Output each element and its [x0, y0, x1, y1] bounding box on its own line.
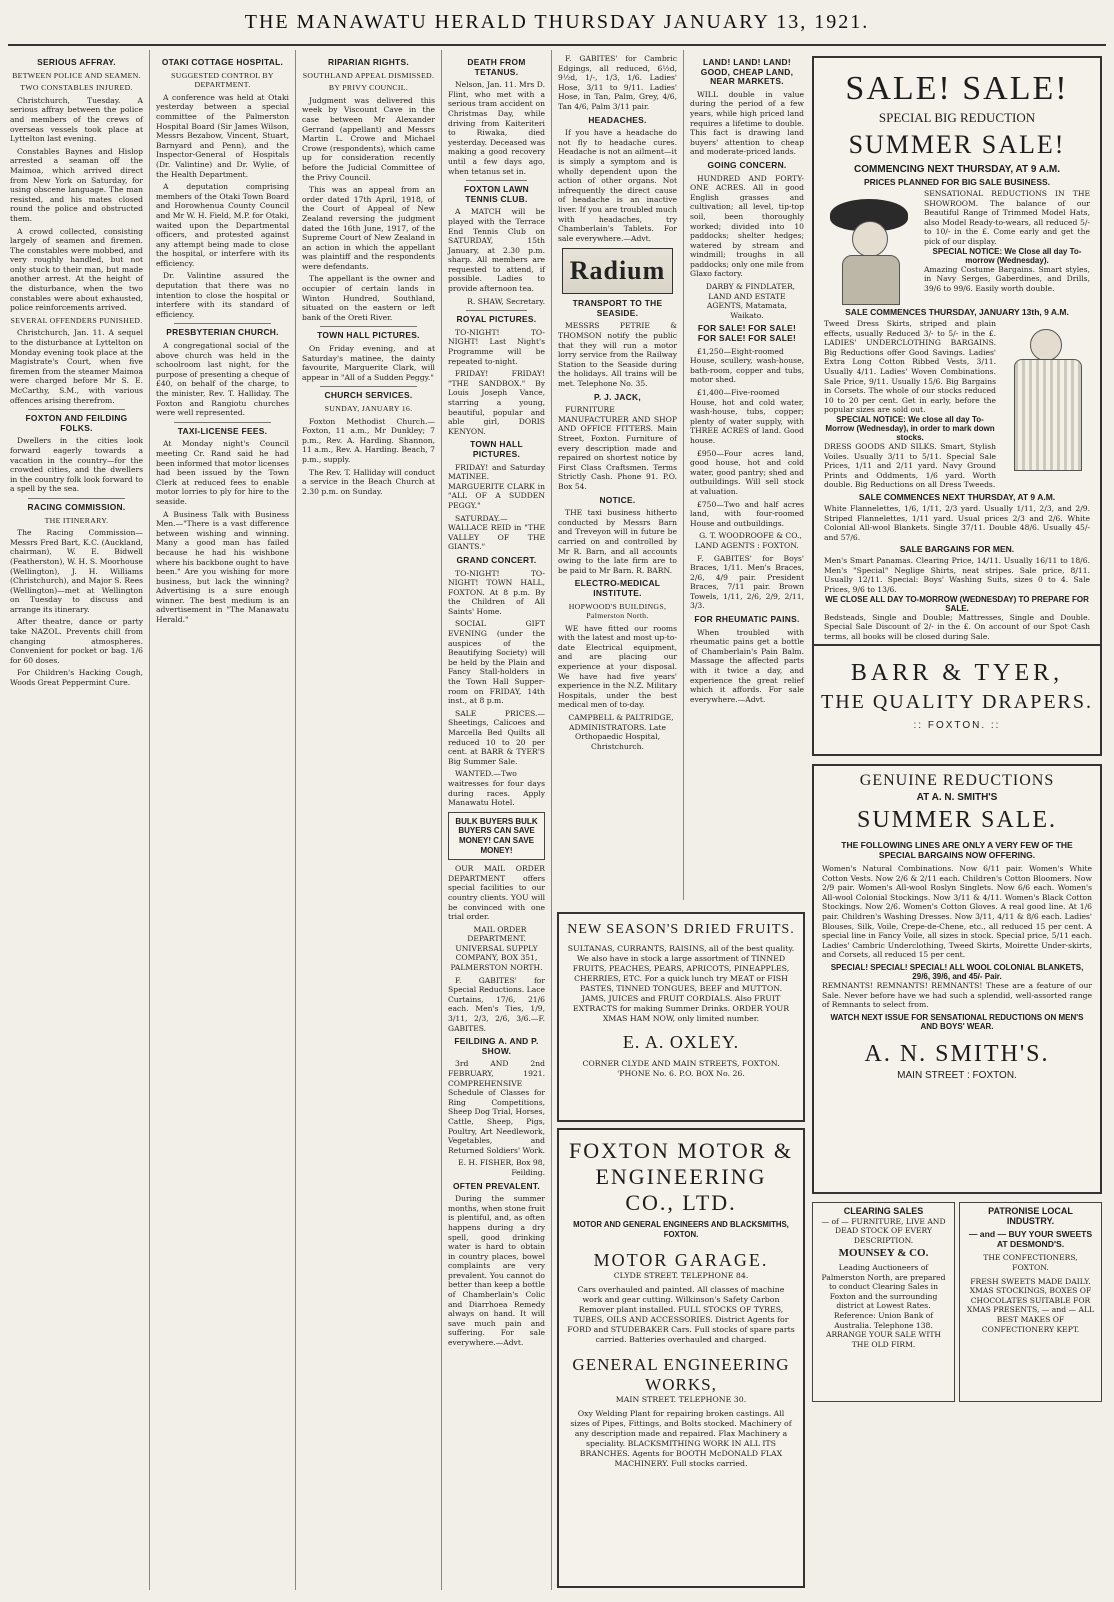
signature: G. T. WOODROOFE & CO., LAND AGENTS : FOXTON.	[695, 531, 802, 550]
divider	[174, 422, 271, 423]
headline-headaches: HEADACHES.	[588, 114, 647, 125]
paragraph: £1,250—Eight-roomed House, scullery, wash-house, bath-room, copper and tubs, motor shed.	[690, 346, 804, 385]
signature: MAIL ORDER DEPARTMENT. UNIVERSAL SUPPLY COMPANY, BOX 351, PALMERSTON NORTH.	[450, 924, 543, 973]
divider	[320, 326, 417, 327]
dried-fruits-ad	[557, 912, 805, 1122]
column-1	[4, 50, 150, 1590]
ad-address: MAIN STREET. TELEPHONE 30.	[615, 1395, 747, 1404]
radium-logo-text: Radium	[569, 256, 666, 286]
paragraph: SALE PRICES.—Sheetings, Calicoes and Marcella Bed Quilts all reduced 10 to 20 per cent. at BARR & TYER'S Big Summer Sale.	[448, 708, 545, 766]
paragraph: During the summer months, when stone fruit is plentiful, and, as often happens during a dry spell, good drinking water is hard to obtain in country places, bowel complaints are very prevalent. You cannot do better than keep a bottle of Chamberlain's Colic and Diarrhoea Remedy always on hand. It will save much pain and suffering. For sale everywhere.—Advt.	[448, 1194, 545, 1348]
ad-text: SULTANAS, CURRANTS, RAISINS, all of the best quality. We also have in stock a large assortment of TINNED FRUITS, PEACHES, PEARS, APRICOTS, PINEAPPLES, CHERRIES, ETC. For a quick lunch try MEAT or FISH PASTES, TINNED TONGUES, BEEF and MUTTON. JAMS, JUICES and FRUIT CORDIALS. Also FRUIT EXTRACTS for making Summer Drinks. ORDER YOUR XMAS HAM NOW, only limited number.	[567, 944, 795, 1023]
headline-taxi-license: TAXI-LICENSE FEES.	[177, 425, 268, 436]
ad-text: REMNANTS! REMNANTS! REMNANTS! These are a feature of our Sale. Never before have we had such a splendid, well-assorted range of Remnants to select from.	[822, 980, 1092, 1010]
headline-electro-medical: ELECTRO-MEDICAL INSTITUTE.	[574, 578, 661, 598]
sale-title: SALE! SALE!	[845, 70, 1069, 107]
subhead: BY PRIVY COUNCIL.	[328, 83, 409, 93]
paragraph: If you have a headache do not fly to headache cures. Headache is not an ailment—it is simply a symptom and is wholly dependent upon the action of other organs. Not infrequently the direct cause of headache is an inactive liver. If you are troubled much with headaches, try Chamberlain's Tablets. For sale everywhere.—Advt.	[558, 128, 677, 243]
motor-garage-title: MOTOR GARAGE.	[593, 1250, 769, 1270]
paragraph: FURNITURE MANUFACTURER AND SHOP AND OFFICE FITTERS. Main Street, Foxton. Furniture of every description made and repaired on shortest notice by First Class Craftsmen. Terms Strictly Cash. Phone 91. P.O. Box 54.	[558, 405, 677, 491]
headline-town-hall: TOWN HALL PICTURES.	[470, 439, 523, 459]
masthead-title: THE MANAWATU HERALD THURSDAY JANUARY 13, 1921.	[244, 10, 870, 33]
ad-text: FRESH SWEETS MADE DAILY. XMAS STOCKINGS, BOXES OF CHOCOLATES SUITABLE FOR XMAS PRESENTS, — and — ALL BEST MAKES OF CONFECTIONERY KEPT.	[966, 1276, 1095, 1334]
paragraph: Christchurch, Jan. 11. A sequel to the disturbance at Lyttelton on Monday evening took place at the Magistrate's Court, when five firemen from the steamer Maimoa were charged before Mr S. E. McCarthy, S.M., with various offences arising therefrom.	[10, 328, 143, 405]
ad-text: DRESS GOODS AND SILKS. Smart, Stylish Voiles. Usually 3/11 to 5/11. Special Sale Prices, 1/11 and 2/11 yard. Navy Ground Prints and Oddments, 1/6 yard. Worth double. Big Reductions on all Dress Tweeds.	[824, 441, 996, 490]
paragraph: The Rev. T. Halliday will conduct a service in the Beach Church at 2.30 p.m. on Sunday.	[302, 467, 435, 496]
signature: R. SHAW, Secretary.	[467, 296, 545, 306]
ad-text: Leading Auctioneers of Palmerston North, are prepared to conduct Clearing Sales in Foxton and the surrounding district at Lowest Rates. Reference: Union Bank of Australia. Telephone 138. ARRANGE YOUR SALE WITH THE OLD FIRM.	[821, 1262, 946, 1349]
bulk-buyers-ad	[448, 812, 545, 860]
ad-text: Bedsteads, Single and Double; Mattresses, Single and Double. Special Sale Discount of 2/- in the £. On account of our Spot Cash terms, all books will be closed during Sale.	[824, 612, 1090, 641]
ad-address: CLYDE STREET. TELEPHONE 84.	[613, 1271, 749, 1280]
paragraph: £1,400—Five-roomed House, hot and cold water, wash-house, tubs, copper; plenty of water supply, with THREE ACRES of land. Good house.	[690, 388, 804, 445]
paragraph: Christchurch, Tuesday. A serious affray between the police and members of the crews of overseas vessels took place at Lyttelton last evening.	[10, 95, 143, 144]
paragraph: The appellant is the owner and occupier of certain lands in Winton Hundred, Southland, situated on the eastern or left bank of the Oreti River.	[302, 274, 435, 322]
paragraph: £750—Two and half acres land, with four-roomed House and outbuildings.	[690, 499, 804, 528]
paragraph: A conference was held at Otaki yesterday between a special committee of the Palmerston Hospital Board (Sir James Wilson, Messrs Bezabow, Vincent, Stuart, Barnyard and Penn), and the Inspector-General of Hospitals (Dr. Valintine) and Dr. Wylie, of the Health Department.	[156, 92, 289, 179]
divider	[466, 310, 527, 311]
headline-riparian-rights: RIPARIAN RIGHTS.	[328, 57, 409, 67]
smith-name: A. N. SMITH'S.	[864, 1040, 1050, 1067]
barr-tyer-ad	[812, 646, 1102, 756]
smith-watch: WATCH NEXT ISSUE FOR SENSATIONAL REDUCTIONS ON MEN'S AND BOYS' WEAR.	[830, 1012, 1084, 1031]
barr-tyer-subtitle: THE QUALITY DRAPERS.	[820, 691, 1094, 713]
headline-tennis-club: FOXTON LAWN TENNIS CLUB.	[463, 184, 530, 204]
paragraph: 3rd AND 2nd FEBRUARY, 1921. COMPREHENSIVE Schedule of Classes for Ring Competitions, Sheep Dog Trial, Horses, Cattle, Sheep, Pigs, Poultry, Art Needlework, Vegetables, and Returned Soldiers' Work.	[448, 1059, 545, 1155]
radium-ad-image	[562, 248, 673, 294]
ad-text: White Flannelettes, 1/6, 1/11, 2/3 yard. Usually 1/11, 2/3, and 2/9. Striped Flannelettes, 1/11 yard. Usual prices 2/3 and 2/6. White Colonial All-wool Blankets. Single 37/11. Double 48/6. Usually 45/- and 57/6.	[824, 503, 1090, 542]
headline-royal-pictures: ROYAL PICTURES.	[456, 314, 537, 325]
ad-text: Men's Smart Panamas. Clearing Price, 14/11. Usually 16/11 to 18/6. Men's "Special" Neglige Shirts, neat stripes. Sale price, 8/11. Usually 12/11. Special: Boys' Washing Suits, sizes 0 to 4. Sale Prices, 9/6 to 13/6.	[824, 556, 1090, 595]
ad-name: MOUNSEY & CO.	[838, 1247, 929, 1260]
ad-title: CLEARING SALES	[843, 1206, 924, 1216]
headline-rheumatic: FOR RHEUMATIC PAINS.	[694, 614, 800, 625]
ad-subtitle: MOTOR AND GENERAL ENGINEERS AND BLACKSMITHS, FOXTON.	[573, 1220, 789, 1239]
ad-text: Cars overhauled and painted. All classes of machine work and gear cutting. Wilkinson's Safety Carbon Remover plant installed. FULL STOCKS OF TYRES, TUBES, OILS AND ACCESSORIES. District Agents for FORD and STUDEBAKER Cars. Full stocks of spare parts carried. Batteries overhauled and charged.	[567, 1285, 795, 1344]
paragraph: TO-NIGHT! TO-NIGHT! Last Night's Programme will be repeated to-night.	[448, 327, 545, 366]
special-notice: WE CLOSE ALL DAY TO-MORROW (WEDNESDAY) TO PREPARE FOR SALE.	[825, 594, 1089, 613]
special-notice: SPECIAL NOTICE: We Close all day To-morrow (Wednesday).	[932, 246, 1082, 265]
smith-summer: SUMMER SALE.	[856, 807, 1058, 833]
mounsey-ad	[812, 1202, 955, 1402]
ad-text: — of — FURNITURE, LIVE AND DEAD STOCK OF EVERY DESCRIPTION.	[821, 1216, 946, 1245]
paragraph: WANTED.—Two waitresses for four days during races. Apply Manawatu Hotel.	[448, 769, 545, 808]
foxton-motor-ad	[557, 1128, 805, 1588]
paragraph: F. GABITES' for Special Reductions. Lace Curtains, 17/6, 21/6 each. Men's Ties, 1/9, 3/11, 2/3, 2/6, 3/6.—F. GABITES.	[448, 975, 545, 1033]
ad-title: PATRONISE LOCAL INDUSTRY.	[988, 1206, 1073, 1226]
prices-line: PRICES PLANNED FOR BIG SALE BUSINESS.	[863, 177, 1051, 187]
divider	[28, 498, 125, 499]
column-2	[150, 50, 296, 1590]
paragraph: FRIDAY! and Saturday MATINEE. MARGUERITE CLARK in "ALL OF A SUDDEN PEGGY."	[448, 462, 545, 510]
subhead: SOUTHLAND APPEAL DISMISSED.	[302, 70, 435, 80]
smith-intro: THE FOLLOWING LINES ARE ONLY A VERY FEW OF THE SPECIAL BARGAINS NOW OFFERING.	[841, 840, 1073, 860]
paragraph: £950—Four acres land, good house, hot and cold water, good pantry; shed and outbuildings. Will sell stock at valuation.	[690, 448, 804, 496]
headline-often-prevalent: OFTEN PREVALENT.	[452, 1180, 540, 1191]
paragraph: Dwellers in the cities look forward eagerly towards a vacation in the country—for the crowded cities, and the dwellers in the country folk look forward to a spell by the sea.	[10, 436, 143, 494]
ad-title: NEW SEASON'S DRIED FRUITS.	[567, 922, 795, 937]
paragraph: After theatre, dance or party take NAZOL. Prevents chill from changing atmospheres. Convenient for pocket or bag. 1/6 for 60 doses.	[10, 617, 143, 665]
woman-dress-illustration	[1004, 323, 1090, 473]
paragraph: SATURDAY.—WALLACE REID in "THE VALLEY OF THE GIANTS."	[448, 513, 545, 552]
paragraph: The Racing Commission—Messrs Fred Bart, K.C. (Auckland, chairman), W. E. Bidwell (Featherston), W. H. S. Moorhouse (Wellington), J. H. Williams (Christchurch), and Major S. Rees (Wellington)—met at Wellington on Tuesday to discuss and arrange its itinerary.	[10, 528, 143, 614]
ad-text: Amazing Costume Bargains. Smart styles, in Navy Serges, Gaberdines, and Drills, 39/6 to 99/6. Easily worth double.	[924, 264, 1090, 293]
headline-presbyterian-church: PRESBYTERIAN CHURCH.	[166, 327, 279, 338]
headline-for-sale: FOR SALE! FOR SALE! FOR SALE! FOR SALE!	[697, 323, 797, 344]
ad-title: FOXTON MOTOR & ENGINEERING CO., LTD.	[569, 1138, 793, 1215]
paragraph: Constables Baynes and Hislop arrested a seaman off the Maimoa, which arrived direct from New York on Saturday, for using obscene language. The man resisted, and his mates closed round the police and obstructed them.	[10, 146, 143, 223]
column-3	[296, 50, 442, 1590]
paragraph: When troubled with rheumatic pains get a bottle of Chamberlain's Pain Balm. Massage the affected parts with it twice a day, and experience the great relief which it affords. For sale everywhere.—Advt.	[690, 627, 804, 704]
barr-tyer-town: :: FOXTON. ::	[913, 720, 1001, 731]
headline-p-j-jack: P. J. JACK,	[594, 391, 641, 402]
subhead: TWO CONSTABLES INJURED.	[20, 83, 133, 93]
paragraph: OUR MAIL ORDER DEPARTMENT offers special facilities to our country clients. YOU will be convinced with one trial order.	[448, 864, 545, 922]
paragraph: A MATCH will be played with the Terrace End Tennis Club on SATURDAY, 15th January, at 2.30 p.m. sharp. All members are requested to attend, if possible. Ladies to provide afternoon tea.	[448, 207, 545, 294]
ad-text: SENSATIONAL REDUCTIONS IN THE SHOWROOM. The balance of our Beautiful Range of Trimmed Model Hats, also Model Ready-to-wears, all reduced 5/- to 10/- in the £. Come early and get the pick of our display.	[924, 189, 1090, 246]
divider	[28, 409, 125, 410]
smith-title: GENUINE REDUCTIONS	[859, 772, 1055, 789]
paragraph: HUNDRED AND FORTY-ONE ACRES. All in good English grasses and cultivation; all level, tip-top soil, been thoroughly worked; divided into 10 paddocks; shelter hedges; watered by stream and windmill; troughs in all paddocks; only one mile from Glaxo factory.	[690, 173, 804, 279]
subhead: HOPWOOD'S BUILDINGS, Palmerston North.	[568, 601, 667, 621]
column-5	[552, 50, 684, 900]
ad-name: E. A. OXLEY.	[622, 1032, 740, 1052]
headline-feilding-show: FEILDING A. AND P. SHOW.	[454, 1036, 539, 1056]
headline-tetanus: DEATH FROM TETANUS.	[467, 57, 526, 77]
ad-text: Tweed Dress Skirts, striped and plain effects, usually Reduced 3/- to 5/- in the £. LADIES' UNDERCLOTHING BARGAINS. Big Reductions offer Good Savings. Ladies' Extra Long Cotton Ribbed Vests, 3/11. Usually 4/11. Ladies' Woven Combinations. Sale Price, 9/11. Usually 15/6. Big Bargains in Corsets. The whole of our stocks reduced 10 to 20 per cent. Get in early, before the popular sizes are sold out.	[824, 319, 996, 415]
headline-going-concern: GOING CONCERN.	[707, 159, 787, 170]
paragraph: At Monday night's Council meeting Cr. Rand said he had been informed that motor licenses had been issued by the Town Clerk at reduced fees to enable motor lorries to ply for hire to the seaside.	[156, 439, 289, 506]
headline-transport: TRANSPORT TO THE SEASIDE.	[572, 298, 663, 318]
summer-sale-title: SUMMER SALE!	[848, 130, 1066, 159]
headline-racing-commission: RACING COMMISSION.	[27, 501, 126, 512]
column-4	[442, 50, 552, 1590]
ad-text: Oxy Welding Plant for repairing broken castings. All sizes of Pipes, Fittings, and Bolts stocked. Machinery of any description made and repaired. Flax Machinery a speciality. BLACKSMITHING WORK IN ALL ITS BRANCHES. Agents for BOOTH McDONALD FLAX MACHINERY. Full stocks carried.	[570, 1409, 792, 1468]
paragraph: F. GABITES' for Cambric Edgings, all reduced, 6½d, 9½d, 1/-, 1/3, 1/6. Ladies' Hose, 3/11 to 9/11. Ladies' Hose, in Tan, Palm, Grey, 4/6, Tan 4/6, Palm 3/11 pair.	[558, 54, 677, 111]
paragraph: On Friday evening, and at Saturday's matinee, the dainty favourite, Marguerite Clark, will appear in "All of a Sudden Peggy."	[302, 344, 435, 382]
men-bargains: SALE BARGAINS FOR MEN.	[899, 544, 1015, 555]
paragraph: WE have fitted our rooms with the latest and most up-to-date Electrical equipment, and are placing our experience at your disposal. We have had five years' experience in the N.Z. Military Hospitals, under the best medical men of to-day.	[558, 623, 677, 710]
sale-ad	[812, 56, 1102, 646]
paragraph: A congregational social of the above church was held in the schoolroom last night, for the purpose of presenting a cheque of £40, on behalf of the charge, to the minister, Rev. T. Halliday. The Foxton and Rangiotu churches were well represented.	[156, 341, 289, 418]
engineering-works-title: GENERAL ENGINEERING WORKS,	[572, 1355, 790, 1394]
signature: DARBY & FINDLATER, LAND AND ESTATE AGENTS, Matamata, Waikato.	[705, 282, 796, 320]
divider	[174, 323, 271, 324]
paragraph: F. GABITES' for Boys' Braces, 1/11. Men's Braces, 2/6, 4/9 pair. President Braces, 7/11 pair. Brown Towels, 1/11, 2/6, 2/9, 2/11, 3/3.	[690, 553, 804, 611]
commencing-line: COMMENCING NEXT THURSDAY, AT 9 A.M.	[854, 164, 1060, 175]
ad-address: CORNER CLYDE AND MAIN STREETS, FOXTON. 'PHONE No. 6. P.O. BOX No. 26.	[582, 1059, 780, 1078]
headline-church-services: CHURCH SERVICES.	[324, 390, 413, 401]
paragraph: A deputation comprising members of the Otaki Town Board and Horowhenua County Council and Mr W. H. Field, M.P. for Otaki, waited upon the Departmental officers, and protested against any attempt being made to close the hospital, or interfere with its efficiency.	[156, 182, 289, 268]
special-reduction: SPECIAL BIG REDUCTION	[878, 110, 1036, 125]
subhead: SUNDAY, JANUARY 16.	[324, 404, 413, 413]
woman-hat-illustration	[824, 193, 916, 303]
special-notice: SPECIAL NOTICE: We close all day To-Morrow (Wednesday), in order to mark down stocks.	[825, 414, 995, 442]
paragraph: Foxton Methodist Church.—Foxton, 11 a.m., Mr Dunkley; 7 p.m., Rev. A. Harding. Shannon, 11 a.m., Rev. A. Harding. Beach, 7 p.m., supply.	[302, 416, 435, 464]
divider	[320, 386, 417, 387]
paragraph: TO-NIGHT! TO-NIGHT! TOWN HALL, FOXTON. At 8 p.m. By the Children of All Saints' Home.	[448, 568, 545, 616]
paragraph: MESSRS PETRIE & THOMSON notify the public that they will run a motor lorry service from the Railway Station to the Seaside during the holidays. All trains will be met. Telephone No. 35.	[558, 321, 677, 389]
headline-otaki-hospital: OTAKI COTTAGE HOSPITAL.	[161, 57, 284, 67]
subhead: THE ITINERARY.	[44, 515, 109, 525]
column-6	[684, 50, 810, 900]
paragraph: This was an appeal from an order dated 17th April, 1918, of the Court of Appeal of New Zealand reversing the judgment dated the 16th June, 1917, of the Supreme Court of New Zealand in an action in which the appellant was plaintiff and the respondents were defendants.	[302, 185, 435, 271]
masthead	[0, 0, 1114, 44]
paragraph: FRIDAY! FRIDAY! "THE SANDBOX." By Louis Joseph Vance, starring a young, beautiful, popular and able girl, DORIS KENYON.	[448, 369, 545, 436]
paragraph: A Business Talk with Business Men.—"There is a vast difference between wishing and winning. Many a good man has failed because he had his wishbone where his backbone ought to have been." Are you wishing for more business, but lack the winning? Advertising is a sure enough winner. The best medium is an advertisement in "The Manawatu Herald."	[156, 509, 289, 625]
ad-text: BULK BUYERS BULK BUYERS CAN SAVE MONEY! CAN SAVE MONEY!	[455, 816, 538, 855]
smith-address: MAIN STREET : FOXTON.	[897, 1069, 1017, 1081]
ad-text: Women's Natural Combinations. Now 6/11 pair. Women's White Cotton Vests. Now 2/6 & 2/11 each. Children's Cotton Bloomers. Now 2/9 pair. Women's All-wool Roslyn Singlets. Now 6/6 each. Women's All-wool Colonial Stockings. Now 3/11 & 4/11. Women's Black Cotton Stockings. Now 2/6. Women's Cotton Gloves. A real good line. At 1/6 pair. Children's Washing Dresses. Now 3/11, 4/11 & 8/6 each. Ladies' Blouses, Silk, Voile, Crepe-de-Chene, etc., all reduced 15 per cent. A special line in Fancy Voile, all sizes in stock. Special price, 5/11 each. Ladies' Cambric Underclothing, Tweed Skirts, Moirette Under-skirts, and Corsets, all reduced 15 per cent.	[822, 864, 1092, 960]
paragraph: A crowd collected, consisting largely of seamen and firemen. The constables were mobbed, and very roughly handled, but not only stuck to their man, but made another arrest. At the height of the disturbance, when the two constables were about exhausted, police reinforcements arrived.	[10, 226, 143, 313]
sale-commences: SALE COMMENCES THURSDAY, JANUARY 13th, 9 A.M.	[845, 307, 1069, 317]
paragraph: For Children's Hacking Cough, Woods Great Peppermint Cure.	[10, 668, 143, 688]
paragraph: Dr. Valintine assured the deputation that there was no intention to close the hospital or interfere with its standard of efficiency.	[156, 271, 289, 319]
divider	[466, 180, 527, 181]
headline-serious-affray: SERIOUS AFFRAY.	[37, 57, 116, 67]
paragraph: Nelson, Jan. 11. Mrs D. Flint, who met with a serious tram accident on Christmas Day, while driving from Kaiteriteri to Riwaka, died yesterday. Deceased was making a good recovery until a few days ago, when tetanus set in.	[448, 80, 545, 176]
headline-land: LAND! LAND! LAND! GOOD, CHEAP LAND, NEAR MARKETS.	[700, 57, 794, 87]
paragraph: THE taxi business hitherto conducted by Messrs Barn and Treveyon will in future be carried on and controlled by Mr R. Barn, and all accounts owing to the late firm are to be paid to Mr Barn. R. BARN.	[558, 508, 677, 575]
smith-at: AT A. N. SMITH'S	[916, 792, 998, 803]
headline-town-hall-pictures: TOWN HALL PICTURES.	[317, 330, 420, 341]
subhead: SEVERAL OFFENDERS PUNISHED.	[10, 315, 143, 325]
masthead-rule	[8, 44, 1106, 46]
subhead: BETWEEN POLICE AND SEAMEN.	[12, 70, 141, 80]
paragraph: SOCIAL GIFT EVENING (under the auspices of the Beautifying Society) will be held by the Plain and Fancy Stall-holders in the Town Hall Supper-room on FRIDAY, 14th inst., at 8 p.m.	[448, 619, 545, 706]
smith-sale-ad	[812, 764, 1102, 1194]
ad-text: — and — BUY YOUR SWEETS AT DESMOND'S.	[968, 1229, 1093, 1249]
signature: E. H. FISHER, Box 98, Feilding.	[458, 1158, 545, 1177]
sale-commences: SALE COMMENCES NEXT THURSDAY, AT 9 A.M.	[858, 491, 1056, 502]
smith-special: SPECIAL! SPECIAL! SPECIAL! ALL WOOL COLONIAL BLANKETS, 29/6, 39/6, and 45/- Pair.	[830, 962, 1084, 981]
desmond-ad	[959, 1202, 1102, 1402]
signature: CAMPBELL & PALTRIDGE, ADMINISTRATORS. Late Orthopaedic Hospital, Christchurch.	[568, 713, 674, 751]
ad-name: THE CONFECTIONERS, FOXTON.	[983, 1253, 1078, 1272]
headline-notice: NOTICE.	[599, 494, 636, 505]
headline-grand-concert: GRAND CONCERT.	[456, 554, 537, 565]
paragraph: Judgment was delivered this week by Viscount Cave in the case between Mr Alexander Gerrand (appellant) and Messrs Martin L. Crowe and Michael Crowe (respondents), which came up for consideration recently before the Judicial Committee of the Privy Council.	[302, 95, 435, 182]
barr-tyer-name: BARR & TYER,	[850, 660, 1064, 686]
paragraph: WILL double in value during the period of a few years, while high priced land requires a lifetime to double. This fact is drawing land buyers' attention to cheap and moderate-priced lands.	[690, 89, 804, 157]
subhead: SUGGESTED CONTROL BY DEPARTMENT.	[171, 70, 274, 90]
headline-foxton-feilding: FOXTON AND FEILDING FOLKS.	[25, 413, 128, 433]
